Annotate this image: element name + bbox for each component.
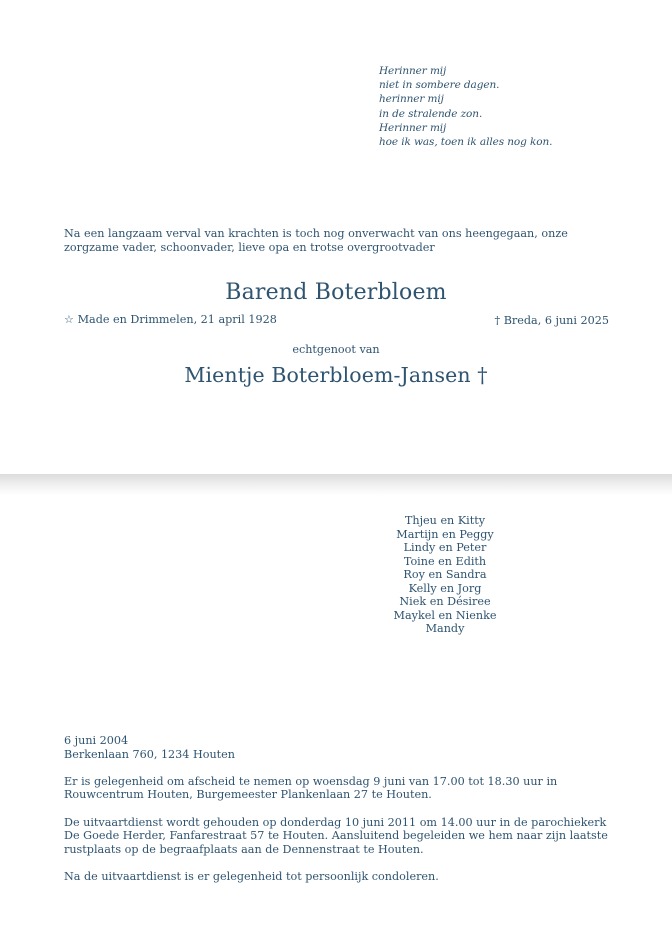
service-line: De uitvaartdienst wordt gehouden op donderdag 10 juni 2011 om 14.00 uur in de parochiekerk (64, 815, 607, 829)
intro-line: Na een langzaam verval van krachten is toch nog onverwacht van ons heengegaan, onze (64, 227, 568, 240)
poem-line: Herinner mij (379, 65, 447, 77)
page-fold-divider (0, 474, 672, 496)
family-member: Niek en Désiree (399, 595, 491, 608)
service-line: rustplaats op de begraafplaats aan de Dennenstraat te Houten. (64, 842, 424, 856)
poem-line: niet in sombere dagen. (379, 79, 500, 92)
service-paragraph (64, 816, 624, 857)
condolence-paragraph (64, 870, 624, 884)
spouse-label: echtgenoot van (292, 343, 380, 356)
condolence-line: Na de uitvaartdienst is er gelegenheid tot persoonlijk condoleren. (64, 869, 439, 883)
family-member: Mandy (425, 622, 465, 635)
family-member: Martijn en Peggy (396, 527, 494, 541)
poem-line: hoe ik was, toen ik alles nog kon. (379, 136, 553, 149)
intro-line: zorgzame vader, schoonvader, lieve opa en trotse overgrootvader (64, 241, 435, 255)
family-member: Lindy en Peter (403, 541, 487, 554)
family-member: Kelly en Jorg (408, 581, 482, 595)
farewell-line: Rouwcentrum Houten, Burgemeester Plankenlaan 27 te Houten. (64, 788, 432, 802)
poem-line: Herinner mij (379, 121, 447, 134)
address-date: 6 juni 2004 (64, 734, 129, 747)
birth-info: ☆ Made en Drimmelen, 21 april 1928 (64, 313, 277, 326)
death-info: † Breda, 6 juni 2025 (494, 314, 609, 327)
correspondence-address (64, 734, 624, 761)
service-line: De Goede Herder, Fanfarestraat 57 te Houten. Aansluitend begeleiden we hem naar zijn laatste (64, 829, 608, 843)
poem-line: in de stralende zon. (379, 107, 483, 120)
intro-text (64, 227, 584, 255)
card-front-page (0, 0, 672, 474)
farewell-paragraph (64, 775, 624, 802)
family-member: Roy en Sandra (403, 568, 487, 581)
family-list (345, 514, 545, 636)
poem-line: herinner mij (379, 93, 444, 106)
family-member: Thjeu en Kitty (404, 514, 486, 527)
funeral-info (64, 734, 624, 897)
family-member: Toine en Edith (403, 554, 487, 568)
spouse-name: Mientje Boterbloem-Jansen † (184, 363, 488, 387)
farewell-line: Er is gelegenheid om afscheid te nemen op woensdag 9 juni van 17.00 tot 18.30 uur in (64, 774, 558, 788)
poem (379, 64, 552, 149)
address-line: Berkenlaan 760, 1234 Houten (64, 747, 235, 761)
deceased-name: Barend Boterbloem (225, 280, 447, 305)
family-member: Maykel en Nienke (393, 608, 497, 622)
